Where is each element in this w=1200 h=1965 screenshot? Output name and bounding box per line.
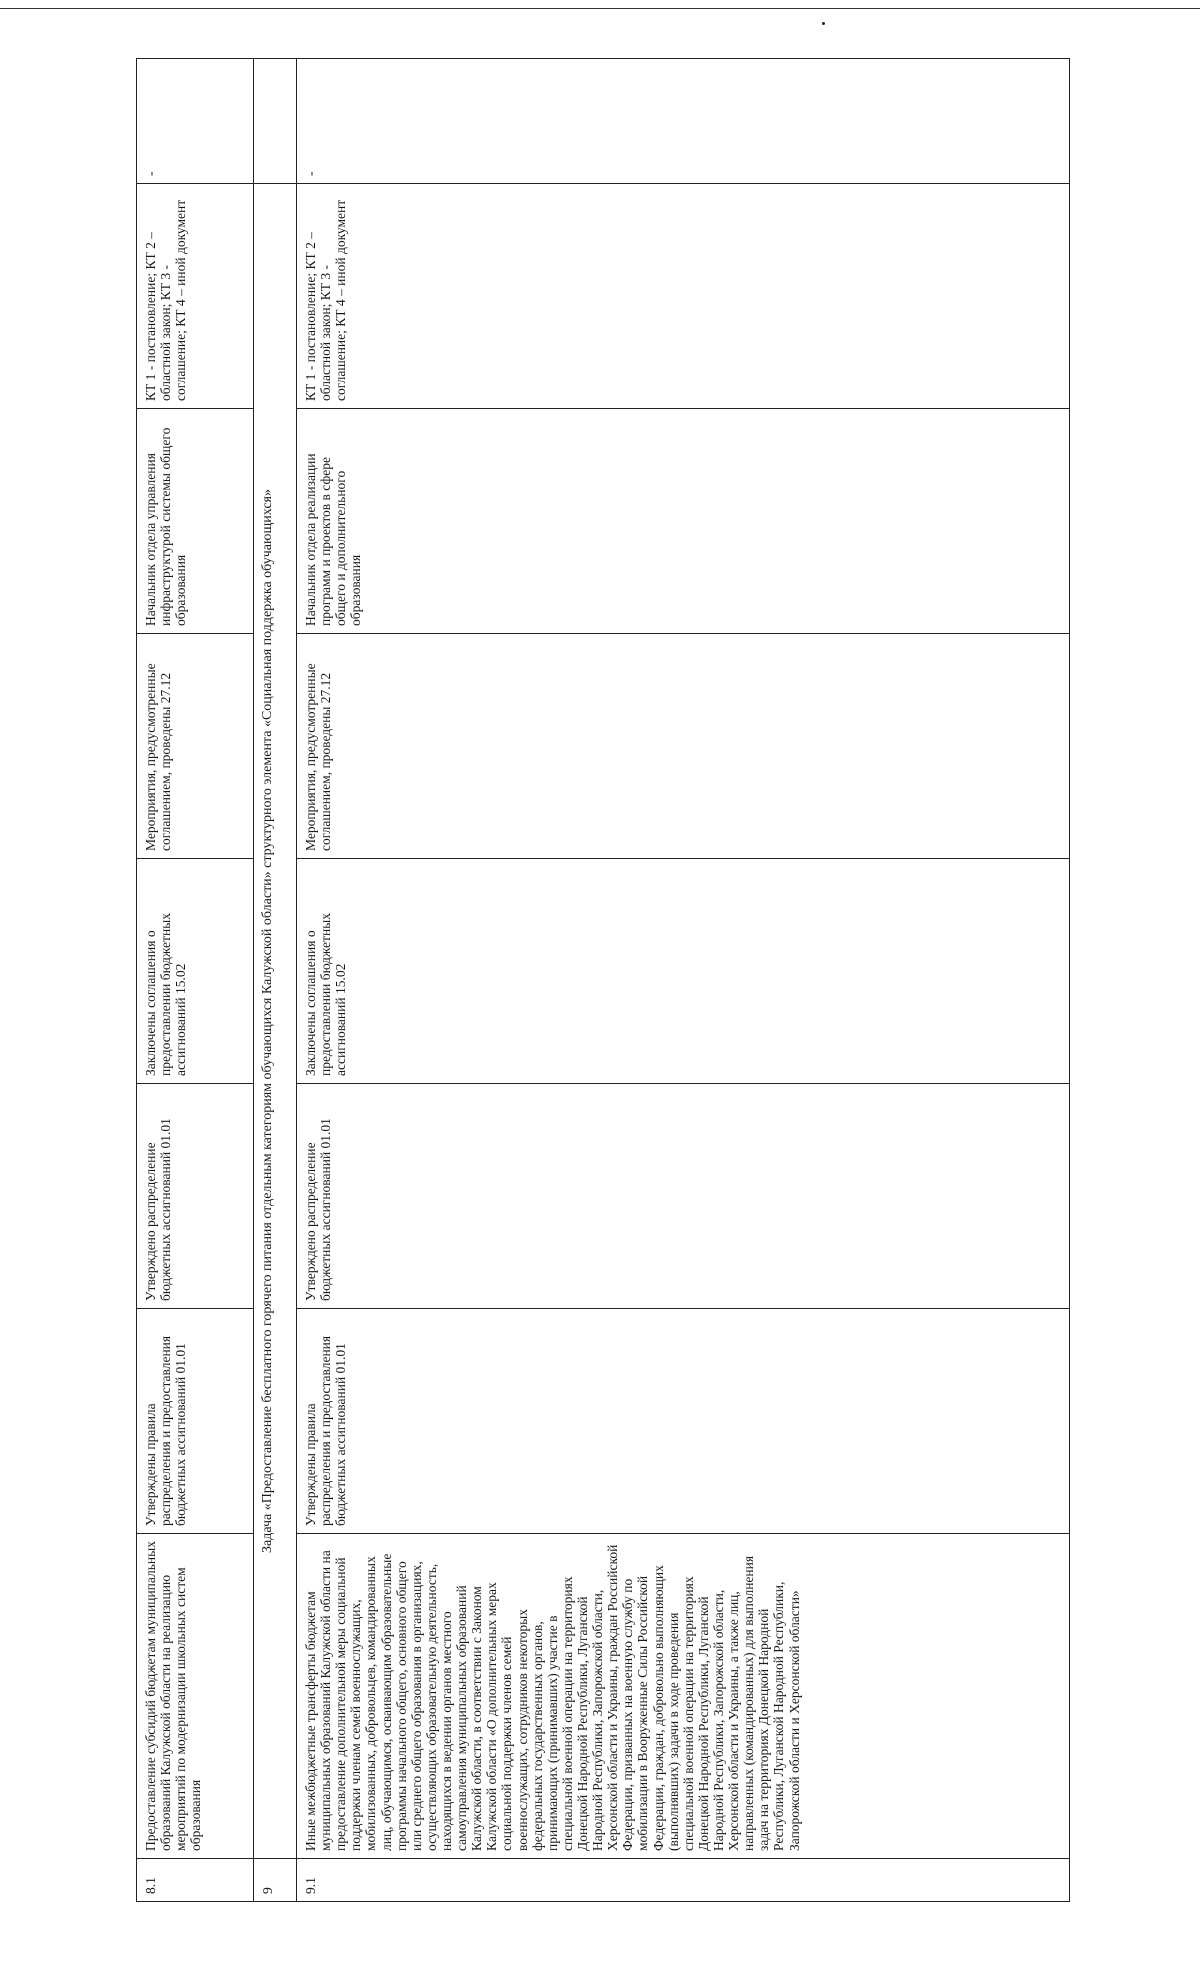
extra-column: -	[297, 59, 1070, 184]
responsible-person: Начальник отдела управления инфраструктурой системы общего образования	[137, 409, 254, 634]
control-point-4: Мероприятия, предусмотренные соглашением, проведены 27.12	[297, 634, 1070, 859]
row-number: 9	[254, 1859, 297, 1902]
control-point-3: Заключены соглашения о предоставлении бюджетных ассигнований 15.02	[137, 859, 254, 1084]
measure-name: Иные межбюджетные трансферты бюджетам муниципальных образований Калужской области на предоставление дополнительной меры социальной поддержки членам семей военнослужащих, мобилизованных, добровольцев, командированных лиц, обучающимся, осваивающим образовательные программы начального общего, основного общего или среднего общего образования в организациях, осуществляющих образовательную деятельность, находящихся в ведении органов местного самоуправления муниципальных образований Калужской области, в соответствии с Законом Калужской области «О дополнительных мерах социальной поддержки членов семей военнослужащих, сотрудников некоторых федеральных государственных органов, принимающих (принимавших) участие в специальной военной операции на территориях Донецкой Народной Республики, Луганской Народной Республики, Запорожской области, Херсонской области и Украины, граждан Российской Федерации, призванных на военную службу по мобилизации в Вооруженные Силы Российской Федерации, граждан, добровольно выполняющих (выполнявших) задачи в ходе проведения специальной военной операции на территориях Донецкой Народной Республики, Луганской Народной Республики, Запорожской области, Херсонской области и Украины, а также лиц, направленных (командированных) для выполнения задач на территориях Донецкой Народной Республики, Луганской Народной Республики, Запорожской области и Херсонской области»	[297, 1534, 1070, 1859]
section-title: Задача «Предоставление бесплатного горячего питания отдельным категориям обучающихся Калужской области» структурного элемента «Социальная поддержка обучающихся»	[254, 184, 297, 1859]
rotated-page	[136, 59, 1064, 1902]
control-point-4: Мероприятия, предусмотренные соглашением, проведены 27.12	[137, 634, 254, 859]
document-types: КТ 1 - постановление; КТ 2 – областной закон; КТ 3 - соглашение; КТ 4 – иной документ	[297, 184, 1070, 409]
extra-column: -	[137, 59, 254, 184]
control-point-2: Утверждено распределение бюджетных ассигнований 01.01	[137, 1084, 254, 1309]
scan-speck	[822, 22, 825, 25]
row-number: 8.1	[137, 1859, 254, 1902]
measure-name: Предоставление субсидий бюджетам муниципальных образований Калужской области на реализацию мероприятий по модернизации школьных систем образования	[137, 1534, 254, 1859]
table-row-9-section	[254, 59, 297, 1902]
empty-cell	[254, 59, 297, 184]
row-number: 9.1	[297, 1859, 1070, 1902]
table-row-8-1	[137, 59, 254, 1902]
control-point-3: Заключены соглашения о предоставлении бюджетных ассигнований 15.02	[297, 859, 1070, 1084]
scan-top-line	[0, 8, 1200, 9]
plan-table	[136, 58, 1070, 1902]
responsible-person: Начальник отдела реализации программ и проектов в сфере общего и дополнительного образования	[297, 409, 1070, 634]
table-row-9-1	[297, 59, 1070, 1902]
document-types: КТ 1 - постановление; КТ 2 – областной закон; КТ 3 - соглашение; КТ 4 – иной документ	[137, 184, 254, 409]
control-point-2: Утверждено распределение бюджетных ассигнований 01.01	[297, 1084, 1070, 1309]
control-point-1: Утверждены правила распределения и предоставления бюджетных ассигнований 01.01	[297, 1309, 1070, 1534]
control-point-1: Утверждены правила распределения и предоставления бюджетных ассигнований 01.01	[137, 1309, 254, 1534]
